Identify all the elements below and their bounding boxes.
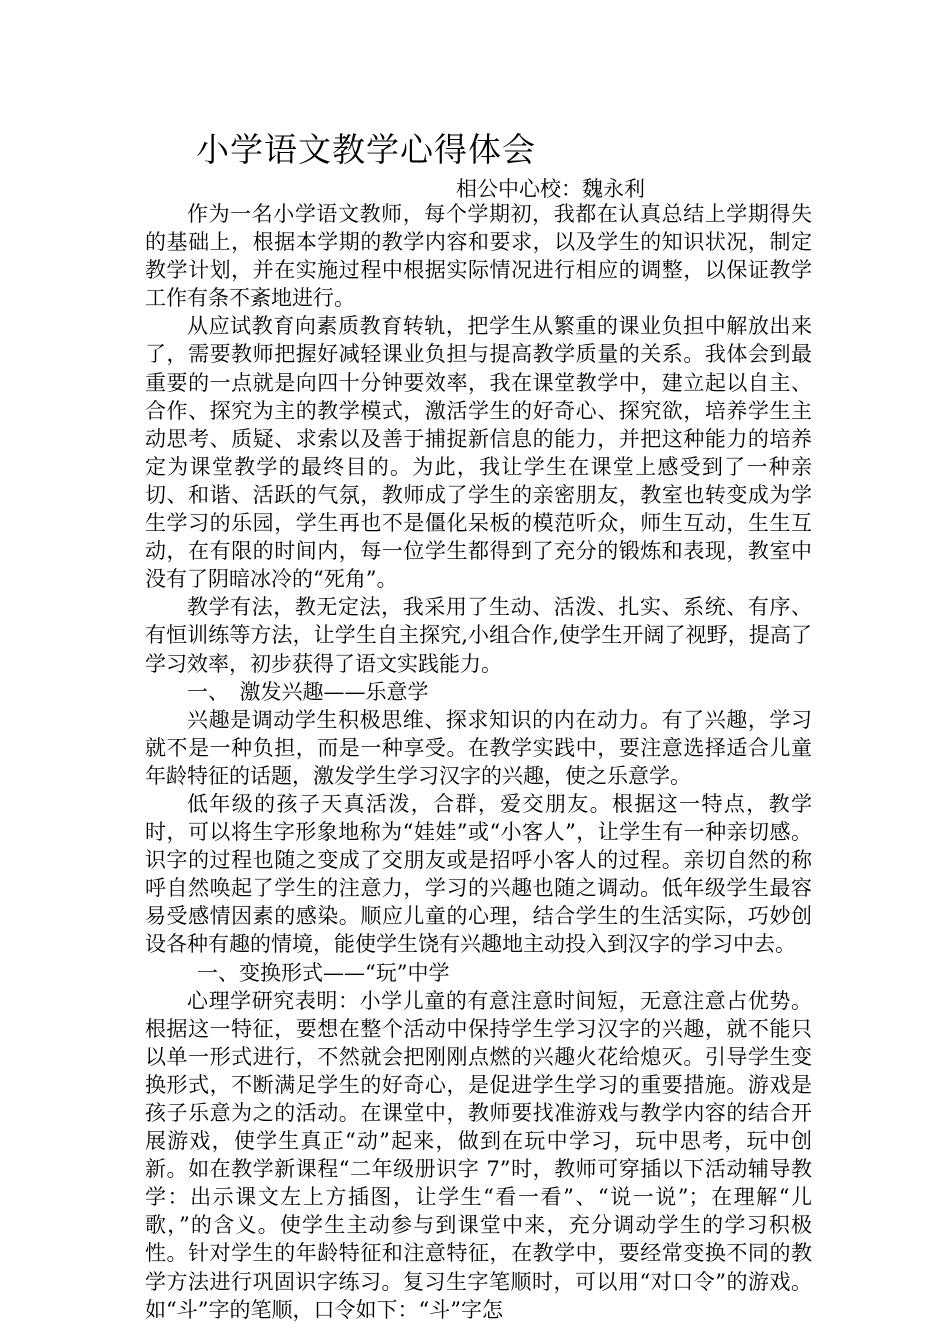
paragraph: 心理学研究表明：小学儿童的有意注意时间短，无意注意占优势。根据这一特征，要想在整个活动中保持学生学习汉字的兴趣，就不能只以单一形式进行，不然就会把刚刚点燃的兴趣火花给熄灭。引导学生变换形式，不断满足学生的好奇心，是促进学生学习的重要措施。游戏是孩子乐意为之的活动。在课堂中，教师要找准游戏与教学内容的结合开展游戏，使学生真正“动”起来，做到在玩中学习，玩中思考，玩中创新。如在教学新课程“二年级册识字 7”时，教师可穿插以下活动辅导教学：出示课文左上方插图，让学生“看一看”、“说一说”；在理解“儿歌，”的含义。使学生主动参与到课堂中来，充分调动学生的学习积极性。针对学生的年龄特征和注意特征，在教学中，要经常变换不同的教学方法进行巩固识字练习。复习生字笔顺时，可以用“对口令”的游戏。如“斗”字的笔顺，口令如下：“斗”字怎 <box>145 988 812 1322</box>
paragraph: 兴趣是调动学生积极思维、探求知识的内在动力。有了兴趣，学习就不是一种负担，而是一种享受。在教学实践中，要注意选择适合儿童年龄特征的话题，激发学生学习汉字的兴趣，使之乐意学。 <box>145 707 812 788</box>
paragraph: 低年级的孩子天真活泼，合群，爱交朋友。根据这一特点，教学时，可以将生字形象地称为“娃娃”或“小客人”，让学生有一种亲切感。识字的过程也随之变成了交朋友或是招呼小客人的过程。亲切自然的称呼自然唤起了学生的注意力，学习的兴趣也随之调动。低年级学生最容易受感情因素的感染。顺应儿童的心理，结合学生的生活实际，巧妙创设各种有趣的情境，能使学生饶有兴趣地主动投入到汉字的学习中去。 <box>145 791 812 957</box>
paragraph: 作为一名小学语文教师，每个学期初，我都在认真总结上学期得失的基础上，根据本学期的教学内容和要求，以及学生的知识状况，制定教学计划，并在实施过程中根据实际情况进行相应的调整，以保证教学工作有条不紊地进行。 <box>145 202 812 311</box>
paragraph: 从应试教育向素质教育转轨，把学生从繁重的课业负担中解放出来了，需要教师把握好减轻课业负担与提高教学质量的关系。我体会到最重要的一点就是向四十分钟要效率，我在课堂教学中，建立起以自主、合作、探究为主的教学模式，激活学生的好奇心、探究欲，培养学生主动思考、质疑、求索以及善于捕捉新信息的能力，并把这种能力的培养定为课堂教学的最终目的。为此，我让学生在课堂上感受到了一种亲切、和谐、活跃的气氛，教师成了学生的亲密朋友，教室也转变成为学生学习的乐园，学生再也不是僵化呆板的模范听众，师生互动，生生互动，在有限的时间内，每一位学生都得到了充分的锻炼和表现，教室中没有了阴暗冰冷的“死角”。 <box>145 314 812 592</box>
document-title: 小学语文教学心得体会 <box>196 130 536 169</box>
section-heading: 一、 激发兴趣——乐意学 <box>187 679 429 704</box>
document-author: 相公中心校：魏永利 <box>456 177 645 201</box>
document-body <box>145 200 812 1324</box>
paragraph: 教学有法，教无定法，我采用了生动、活泼、扎实、系统、有序、有恒训练等方法，让学生自主探究,小组合作,使学生开阔了视野，提高了学习效率，初步获得了语文实践能力。 <box>145 595 812 676</box>
section-heading: 一、变换形式——“玩”中学 <box>197 960 450 985</box>
